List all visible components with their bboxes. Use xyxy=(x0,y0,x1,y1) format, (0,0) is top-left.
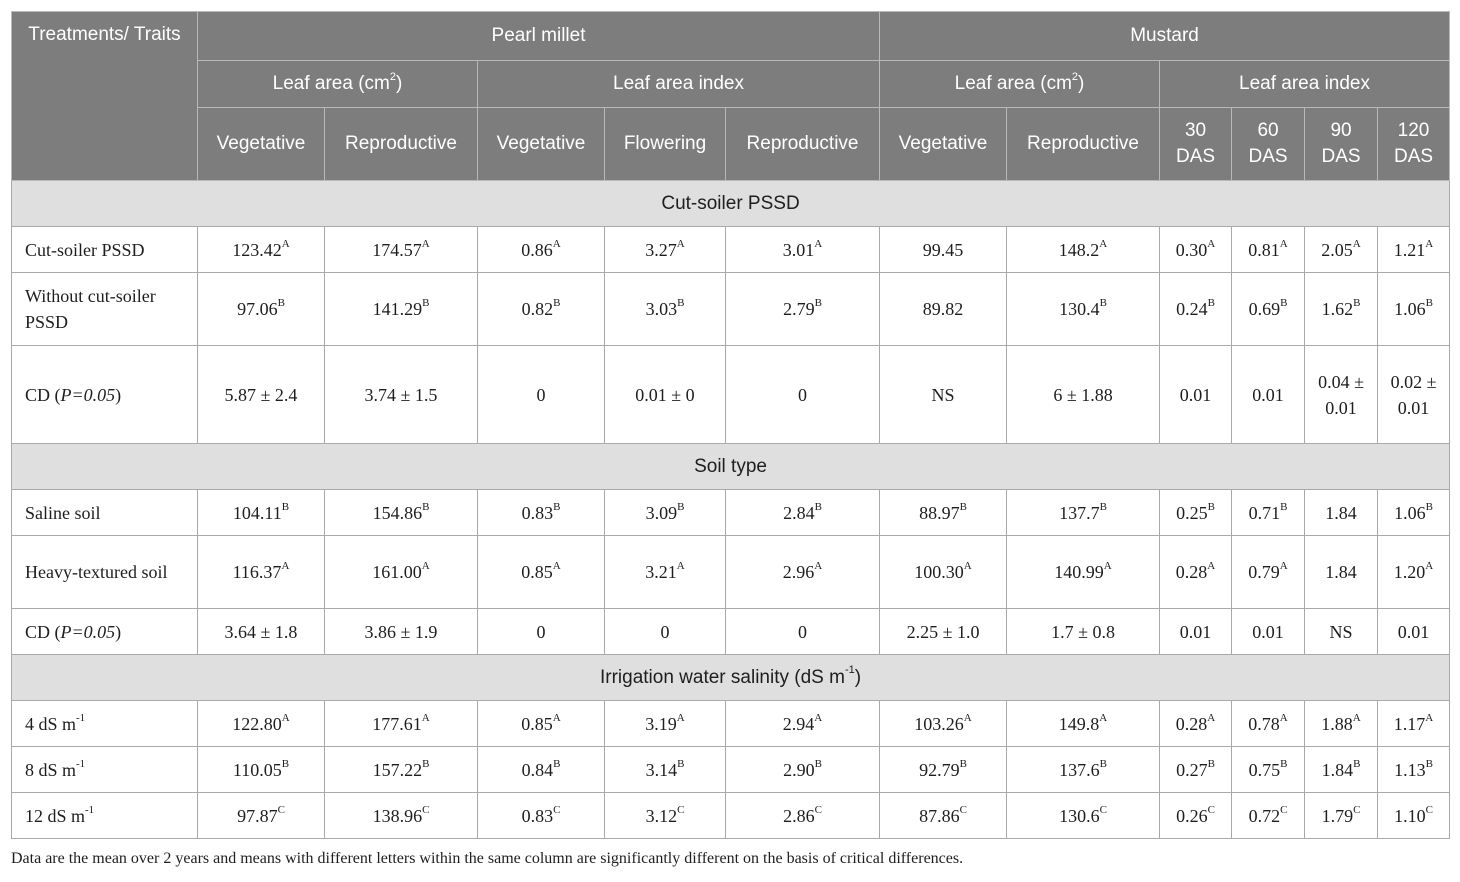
table-cell: 0.01 xyxy=(1232,346,1305,444)
significance-letter: C xyxy=(1353,803,1361,816)
significance-letter: B xyxy=(814,757,822,770)
table-cell: $0.86^A$ xyxy=(478,227,605,273)
table-cell: $0.30^A$ xyxy=(1160,227,1232,273)
significance-letter: A xyxy=(676,237,685,250)
significance-letter: C xyxy=(1207,803,1215,816)
significance-letter: A xyxy=(281,711,290,724)
table-cell: $148.2^A$ xyxy=(1007,227,1160,273)
table-cell: $0.78^A$ xyxy=(1232,701,1305,747)
table-cell: $1.62^B$ xyxy=(1305,273,1378,346)
table-cell: $1.20^A$ xyxy=(1378,536,1450,609)
table-cell: 0 xyxy=(726,346,880,444)
table-row xyxy=(12,273,1450,346)
table-cell: 0.01 xyxy=(1160,346,1232,444)
significance-letter: C xyxy=(814,803,822,816)
table-row xyxy=(12,793,1450,839)
table-cell: $149.8^A$ xyxy=(1007,701,1160,747)
table-cell: $0.26^C$ xyxy=(1160,793,1232,839)
significance-letter: A xyxy=(281,560,290,572)
table-cell: $0.24^B$ xyxy=(1160,273,1232,346)
table-cell: 0 xyxy=(726,609,880,655)
significance-letter: A xyxy=(281,237,290,250)
row-label: 4 dS $m^{-1}$ xyxy=(12,701,198,747)
significance-letter: B xyxy=(814,500,822,513)
table-cell: $3.21^A$ xyxy=(605,536,726,609)
table-cell: $0.75^B$ xyxy=(1232,747,1305,793)
table-cell: 3.86 ± 1.9 xyxy=(325,609,478,655)
significance-letter: A xyxy=(1425,560,1434,572)
table-cell: NS xyxy=(1305,609,1378,655)
table-body xyxy=(12,181,1450,839)
table-cell: $141.29^B$ xyxy=(325,273,478,346)
table-cell: $3.14^B$ xyxy=(605,747,726,793)
header-crop-mustard: Mustard xyxy=(880,12,1450,61)
significance-letter: A xyxy=(1279,560,1288,572)
significance-letter: B xyxy=(1099,500,1107,513)
significance-letter: A xyxy=(1279,711,1288,724)
significance-letter: C xyxy=(553,803,561,816)
row-label: Cut-soiler PSSD xyxy=(12,227,198,273)
significance-letter: B xyxy=(553,297,561,309)
significance-letter: A xyxy=(1103,560,1112,572)
section-title: Irrigation water salinity (dS $m^{-1}$) xyxy=(12,655,1450,701)
section-row xyxy=(12,181,1450,227)
row-label: CD (P=0.05) xyxy=(12,609,198,655)
section-title: Soil type xyxy=(12,444,1450,490)
table-cell: $97.87^C$ xyxy=(198,793,325,839)
table-cell: $3.03^B$ xyxy=(605,273,726,346)
significance-letter: A xyxy=(1352,711,1361,724)
row-label: 8 dS $m^{-1}$ xyxy=(12,747,198,793)
table-cell: $3.12^C$ xyxy=(605,793,726,839)
table-cell: 5.87 ± 2.4 xyxy=(198,346,325,444)
table-cell: $0.72^C$ xyxy=(1232,793,1305,839)
table-cell: $0.69^B$ xyxy=(1232,273,1305,346)
table-cell: 0 xyxy=(478,609,605,655)
significance-letter: B xyxy=(553,757,561,770)
table-cell: $1.17^A$ xyxy=(1378,701,1450,747)
row-label: 12 dS $m^{-1}$ xyxy=(12,793,198,839)
significance-letter: B xyxy=(1425,500,1433,513)
header-120-das: 120 DAS xyxy=(1378,108,1450,181)
significance-letter: B xyxy=(1425,297,1433,309)
header-crop-pearl-millet: Pearl millet xyxy=(198,12,880,61)
significance-letter: B xyxy=(959,757,967,770)
table-row xyxy=(12,701,1450,747)
significance-letter: B xyxy=(281,757,290,770)
data-table xyxy=(11,11,1450,839)
significance-letter: B xyxy=(1207,757,1215,770)
table-cell: $104.11^B$ xyxy=(198,490,325,536)
table-cell: $92.79^B$ xyxy=(880,747,1007,793)
table-cell: $2.94^A$ xyxy=(726,701,880,747)
table-cell: $0.28^A$ xyxy=(1160,536,1232,609)
significance-letter: A xyxy=(676,560,685,572)
table-cell: 3.74 ± 1.5 xyxy=(325,346,478,444)
header-reproductive: Reproductive xyxy=(1007,108,1160,181)
significance-letter: C xyxy=(1425,803,1433,816)
table-cell: $0.83^C$ xyxy=(478,793,605,839)
table-cell: 0.04 ± 0.01 xyxy=(1305,346,1378,444)
table-cell: 0.01 xyxy=(1232,609,1305,655)
significance-letter: B xyxy=(1280,757,1288,770)
table-cell: NS xyxy=(880,346,1007,444)
significance-letter: B xyxy=(677,757,685,770)
significance-letter: B xyxy=(553,500,561,513)
table-cell: $0.83^B$ xyxy=(478,490,605,536)
table-cell: $116.37^A$ xyxy=(198,536,325,609)
table-container xyxy=(11,11,1449,839)
significance-letter: B xyxy=(677,297,685,309)
significance-letter: C xyxy=(1099,803,1107,816)
table-cell: $0.71^B$ xyxy=(1232,490,1305,536)
table-cell: $0.84^B$ xyxy=(478,747,605,793)
significance-letter: C xyxy=(1280,803,1288,816)
significance-letter: A xyxy=(963,711,972,724)
table-cell: $0.28^A$ xyxy=(1160,701,1232,747)
header-90-das: 90 DAS xyxy=(1305,108,1378,181)
row-label: Saline soil xyxy=(12,490,198,536)
table-cell: $2.90^B$ xyxy=(726,747,880,793)
table-cell: $0.85^A$ xyxy=(478,701,605,747)
table-cell: $2.86^C$ xyxy=(726,793,880,839)
table-cell: $0.27^B$ xyxy=(1160,747,1232,793)
table-cell: $3.19^A$ xyxy=(605,701,726,747)
table-cell: $100.30^A$ xyxy=(880,536,1007,609)
table-cell: $0.85^A$ xyxy=(478,536,605,609)
table-cell: $1.88^A$ xyxy=(1305,701,1378,747)
significance-letter: A xyxy=(814,711,823,724)
significance-letter: A xyxy=(421,711,430,724)
row-label: Without cut-soiler PSSD xyxy=(12,273,198,346)
significance-letter: B xyxy=(814,297,822,309)
significance-letter: B xyxy=(1099,297,1107,309)
table-cell: 3.64 ± 1.8 xyxy=(198,609,325,655)
table-cell: $2.84^B$ xyxy=(726,490,880,536)
significance-letter: C xyxy=(277,803,285,816)
row-label: Heavy-textured soil xyxy=(12,536,198,609)
table-cell: 2.25 ± 1.0 xyxy=(880,609,1007,655)
table-cell: 1.7 ± 0.8 xyxy=(1007,609,1160,655)
table-cell: $110.05^B$ xyxy=(198,747,325,793)
section-row xyxy=(12,655,1450,701)
significance-letter: A xyxy=(421,237,430,250)
section-row xyxy=(12,444,1450,490)
header-vegetative: Vegetative xyxy=(478,108,605,181)
table-cell: $1.06^B$ xyxy=(1378,273,1450,346)
significance-letter: B xyxy=(1207,500,1215,513)
table-cell: $1.13^B$ xyxy=(1378,747,1450,793)
significance-letter: A xyxy=(1352,237,1361,250)
table-cell: 0.02 ± 0.01 xyxy=(1378,346,1450,444)
table-cell: $130.4^B$ xyxy=(1007,273,1160,346)
significance-letter: B xyxy=(422,500,430,513)
table-cell: $161.00^A$ xyxy=(325,536,478,609)
significance-letter: A xyxy=(814,237,823,250)
table-cell: $177.61^A$ xyxy=(325,701,478,747)
significance-letter: A xyxy=(1279,237,1288,250)
significance-letter: A xyxy=(421,560,430,572)
table-cell: $88.97^B$ xyxy=(880,490,1007,536)
table-cell: $103.26^A$ xyxy=(880,701,1007,747)
header-flowering: Flowering xyxy=(605,108,726,181)
table-cell: 0.01 xyxy=(1160,609,1232,655)
header-60-das: 60 DAS xyxy=(1232,108,1305,181)
table-cell: $122.80^A$ xyxy=(198,701,325,747)
significance-letter: C xyxy=(677,803,685,816)
table-cell: $2.79^B$ xyxy=(726,273,880,346)
table-cell: 6 ± 1.88 xyxy=(1007,346,1160,444)
table-cell: 0.01 ± 0 xyxy=(605,346,726,444)
significance-letter: A xyxy=(1425,237,1434,250)
table-cell: $137.6^B$ xyxy=(1007,747,1160,793)
table-cell: $1.06^B$ xyxy=(1378,490,1450,536)
significance-letter: B xyxy=(1099,757,1107,770)
significance-letter: B xyxy=(959,500,967,513)
header-leaf-area-pm: Leaf area $(cm^2)$ xyxy=(198,61,478,108)
header-vegetative: Vegetative xyxy=(880,108,1007,181)
table-cell: $157.22^B$ xyxy=(325,747,478,793)
significance-letter: B xyxy=(281,500,290,513)
table-cell: $130.6^C$ xyxy=(1007,793,1160,839)
table-cell: $0.25^B$ xyxy=(1160,490,1232,536)
significance-letter: A xyxy=(1425,711,1434,724)
table-cell: 1.84 xyxy=(1305,490,1378,536)
table-cell: $140.99^A$ xyxy=(1007,536,1160,609)
significance-letter: B xyxy=(422,297,430,309)
table-cell: $1.79^C$ xyxy=(1305,793,1378,839)
significance-letter: A xyxy=(552,711,561,724)
table-cell: $3.01^A$ xyxy=(726,227,880,273)
significance-letter: A xyxy=(814,560,823,572)
table-cell: $154.86^B$ xyxy=(325,490,478,536)
table-row xyxy=(12,747,1450,793)
significance-letter: C xyxy=(422,803,430,816)
header-vegetative: Vegetative xyxy=(198,108,325,181)
significance-letter: A xyxy=(1099,237,1108,250)
table-cell: 1.84 xyxy=(1305,536,1378,609)
table-cell: 0 xyxy=(478,346,605,444)
table-cell: $3.09^B$ xyxy=(605,490,726,536)
significance-letter: A xyxy=(1207,711,1216,724)
header-lai-mustard: Leaf area index xyxy=(1160,61,1450,108)
significance-letter: A xyxy=(676,711,685,724)
table-cell: $1.84^B$ xyxy=(1305,747,1378,793)
significance-letter: A xyxy=(1207,237,1216,250)
table-cell: $0.81^A$ xyxy=(1232,227,1305,273)
table-cell: $174.57^A$ xyxy=(325,227,478,273)
table-cell: 89.82 xyxy=(880,273,1007,346)
header-leaf-area-mustard: Leaf area $(cm^2)$ xyxy=(880,61,1160,108)
significance-letter: B xyxy=(1207,297,1215,309)
header-reproductive: Reproductive xyxy=(726,108,880,181)
table-cell: $138.96^C$ xyxy=(325,793,478,839)
significance-letter: B xyxy=(1353,297,1361,309)
table-cell: $2.05^A$ xyxy=(1305,227,1378,273)
row-label: CD (P=0.05) xyxy=(12,346,198,444)
header-30-das: 30 DAS xyxy=(1160,108,1232,181)
table-cell: $0.82^B$ xyxy=(478,273,605,346)
significance-letter: B xyxy=(277,297,285,309)
table-cell: $2.96^A$ xyxy=(726,536,880,609)
significance-letter: A xyxy=(552,237,561,250)
significance-letter: C xyxy=(959,803,967,816)
table-cell: 0.01 xyxy=(1378,609,1450,655)
header-reproductive: Reproductive xyxy=(325,108,478,181)
table-cell: $87.86^C$ xyxy=(880,793,1007,839)
significance-letter: A xyxy=(1099,711,1108,724)
significance-letter: B xyxy=(1280,297,1288,309)
significance-letter: A xyxy=(552,560,561,572)
table-cell: $123.42^A$ xyxy=(198,227,325,273)
table-cell: $0.79^A$ xyxy=(1232,536,1305,609)
table-cell: $3.27^A$ xyxy=(605,227,726,273)
header-treatments: Treatments/ Traits xyxy=(12,12,198,181)
header-lai-pm: Leaf area index xyxy=(478,61,880,108)
significance-letter: B xyxy=(677,500,685,513)
table-cell: 99.45 xyxy=(880,227,1007,273)
significance-letter: B xyxy=(422,757,430,770)
table-cell: $1.21^A$ xyxy=(1378,227,1450,273)
table-row xyxy=(12,346,1450,444)
significance-letter: B xyxy=(1280,500,1288,513)
table-row xyxy=(12,609,1450,655)
significance-letter: A xyxy=(1207,560,1216,572)
table-row xyxy=(12,490,1450,536)
significance-letter: A xyxy=(963,560,972,572)
significance-letter: B xyxy=(1353,757,1361,770)
table-cell: $97.06^B$ xyxy=(198,273,325,346)
footnote: Data are the mean over 2 years and means with different letters within the same column are significantly different on the basis of critical differences. xyxy=(11,850,964,867)
table-cell: $137.7^B$ xyxy=(1007,490,1160,536)
table-cell: $1.10^C$ xyxy=(1378,793,1450,839)
table-cell: 0 xyxy=(605,609,726,655)
section-title: Cut-soiler PSSD xyxy=(12,181,1450,227)
table-row xyxy=(12,227,1450,273)
table-row xyxy=(12,536,1450,609)
significance-letter: B xyxy=(1425,757,1433,770)
